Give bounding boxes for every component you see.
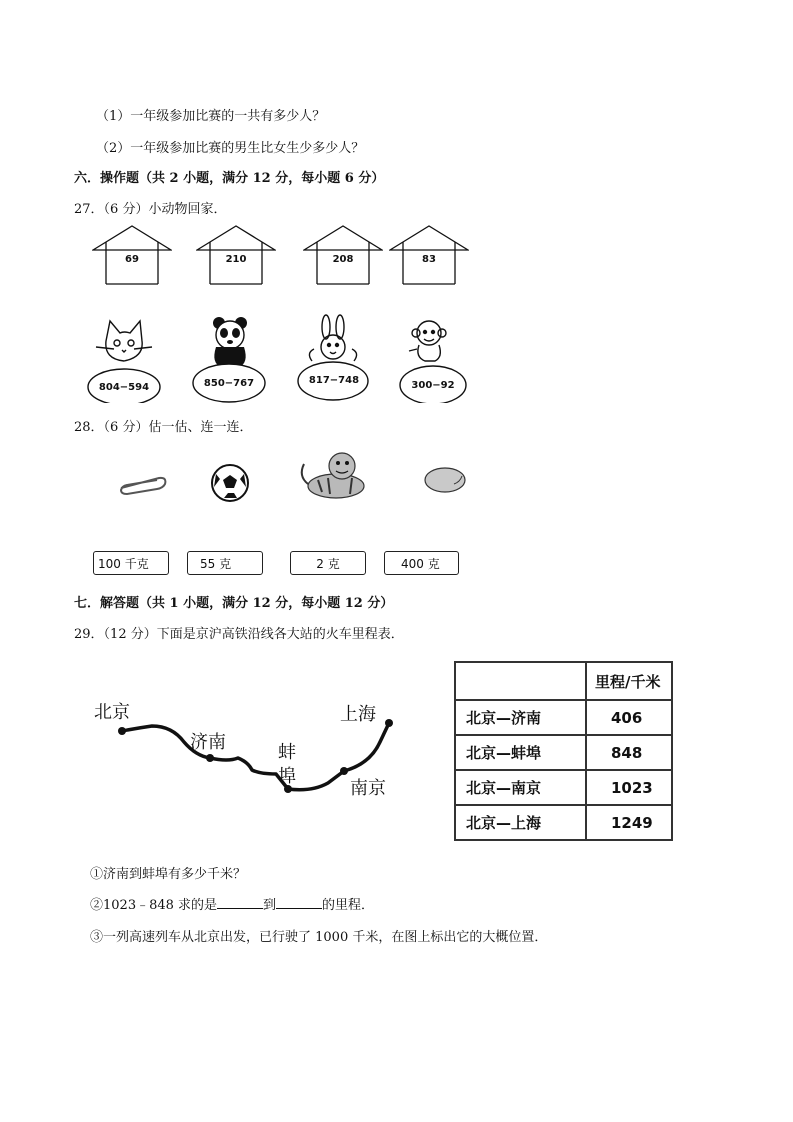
weight-box-2[interactable]: 55 克: [187, 551, 263, 575]
table-row: [455, 770, 672, 805]
section-7-title: 七．解答题（共 1 小题，满分 12 分，每小题 12 分）: [74, 596, 394, 611]
house-1[interactable]: [92, 224, 172, 286]
house-number: 208: [332, 254, 354, 265]
expression: 804−594: [98, 382, 150, 393]
q28-label: 28．（6 分）估一估、连一连．: [74, 420, 253, 435]
object-egg[interactable]: [424, 466, 468, 498]
answer-blank-1[interactable]: [217, 908, 263, 909]
panda-icon: [213, 317, 247, 367]
km-cell: 848: [586, 735, 672, 770]
animal-cat[interactable]: [86, 313, 176, 403]
soccer-ball-icon: [208, 461, 252, 505]
station-bengbu-1: 蚌: [278, 742, 296, 763]
station-bengbu-2: 埠: [278, 766, 296, 787]
animal-rabbit[interactable]: [296, 313, 386, 403]
house-number: 69: [125, 254, 139, 265]
house-number: 210: [225, 254, 247, 265]
egg-icon: [424, 466, 468, 494]
object-soccer-ball[interactable]: [208, 461, 252, 509]
expression: 850−767: [203, 378, 255, 389]
railway-map[interactable]: [80, 690, 410, 810]
station-jinan: 济南: [190, 732, 226, 753]
paperclip-icon: [117, 472, 169, 496]
station-shanghai: 上海: [340, 704, 376, 725]
rabbit-icon: [309, 315, 356, 361]
route-cell: 北京—济南: [455, 700, 586, 735]
q26-sub-1: （1）一年级参加比赛的一共有多少人？: [96, 109, 326, 124]
route-cell: 北京—蚌埠: [455, 735, 586, 770]
km-cell: 1249: [586, 805, 672, 840]
station-nanjing: 南京: [350, 778, 386, 799]
q29-sub-3: ③一列高速列车从北京出发，已行驶了 1000 千米，在图上标出它的大概位置．: [90, 930, 548, 945]
q29-sub-1: ①济南到蚌埠有多少千米？: [90, 867, 247, 882]
answer-blank-2[interactable]: [276, 908, 322, 909]
q29-sub-2-part-c: 的里程．: [322, 898, 375, 913]
km-cell: 1023: [586, 770, 672, 805]
table-row: [455, 735, 672, 770]
q29-sub-2-part-a: ②1023﹣848 求的是: [90, 898, 218, 913]
weight-box-4[interactable]: 400 克: [384, 551, 459, 575]
house-2[interactable]: [196, 224, 276, 286]
route-cell: 北京—上海: [455, 805, 586, 840]
expression: 817−748: [308, 375, 360, 386]
animal-monkey[interactable]: [399, 313, 489, 403]
tiger-icon: [296, 448, 370, 502]
km-cell: 406: [586, 700, 672, 735]
q29-sub-2-part-b: 到: [263, 898, 277, 913]
station-beijing: 北京: [94, 702, 130, 723]
table-header-row: [455, 662, 672, 700]
section-6-title: 六．操作题（共 2 小题，满分 12 分，每小题 6 分）: [74, 171, 385, 186]
weight-box-3[interactable]: 2 克: [290, 551, 366, 575]
weight-box-1[interactable]: 100 千克: [93, 551, 169, 575]
cat-icon: [96, 321, 152, 361]
monkey-icon: [409, 321, 446, 361]
route-cell: 北京—南京: [455, 770, 586, 805]
q29-label: 29．（12 分）下面是京沪高铁沿线各大站的火车里程表．: [74, 627, 404, 642]
table-row: [455, 700, 672, 735]
q26-sub-2: （2）一年级参加比赛的男生比女生少多少人？: [96, 141, 365, 156]
house-3[interactable]: [303, 224, 383, 286]
q29-sub-2: [90, 894, 374, 913]
header-empty: [455, 662, 586, 700]
object-tiger[interactable]: [296, 448, 370, 506]
table-row: [455, 805, 672, 840]
q27-label: 27．（6 分）小动物回家．: [74, 202, 227, 217]
object-paperclip[interactable]: [117, 472, 169, 500]
expression: 300−92: [411, 380, 455, 391]
house-4[interactable]: [389, 224, 469, 286]
animal-panda[interactable]: [191, 313, 281, 403]
header-mileage: 里程/千米: [586, 662, 672, 700]
house-number: 83: [422, 254, 436, 265]
mileage-table: [454, 661, 673, 841]
